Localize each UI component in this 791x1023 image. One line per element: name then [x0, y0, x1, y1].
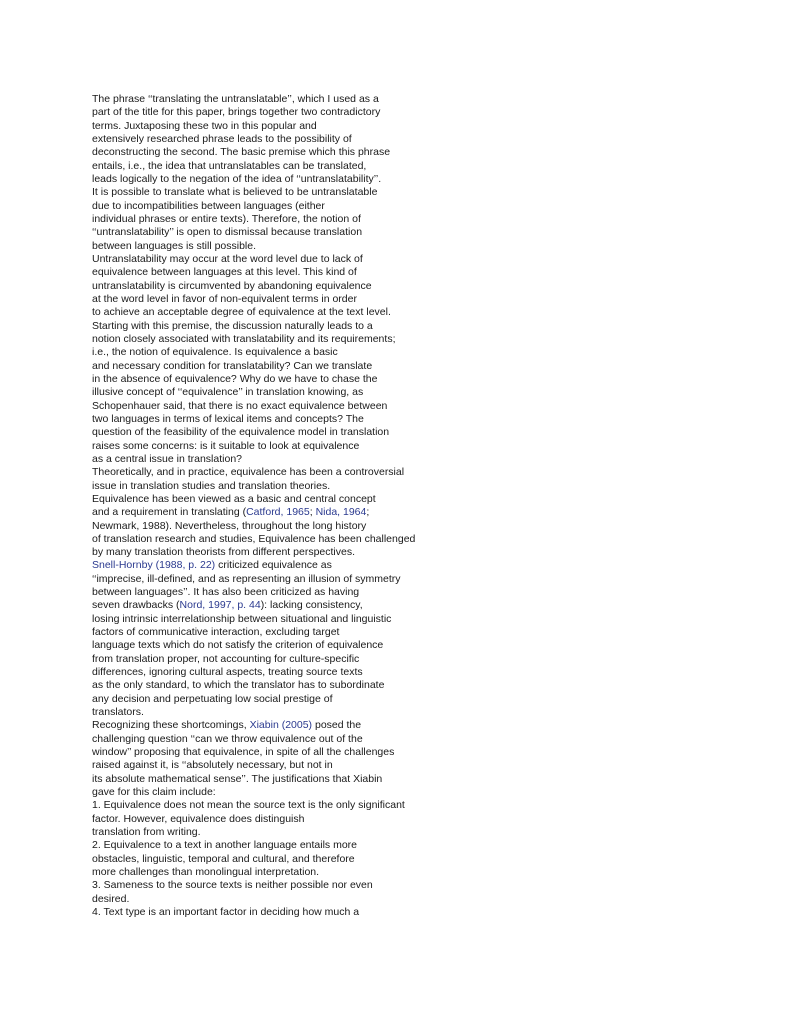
text-segment: between languages is still possible. — [92, 239, 257, 252]
text-line — [92, 706, 782, 719]
text-line — [92, 879, 782, 892]
text-line — [92, 346, 782, 359]
text-segment: Equivalence has been viewed as a basic and central concept — [92, 492, 376, 505]
text-segment: two languages in terms of lexical items and concepts? The — [92, 412, 364, 425]
text-line — [92, 906, 782, 919]
text-segment: desired. — [92, 892, 130, 905]
text-line — [92, 466, 782, 479]
text-line — [92, 106, 782, 119]
text-line — [92, 853, 782, 866]
text-segment: ; — [366, 506, 370, 519]
text-segment: as the only standard, to which the translator has to subordinate — [92, 679, 385, 692]
text-line — [92, 786, 782, 799]
text-line — [92, 626, 782, 639]
citation-link[interactable]: Nord, 1997, p. 44 — [179, 599, 261, 612]
text-line — [92, 573, 782, 586]
text-line — [92, 666, 782, 679]
text-segment: Untranslatability may occur at the word level due to lack of — [92, 252, 363, 265]
text-segment: leads logically to the negation of the idea of ‘‘untranslatability’’. — [92, 172, 382, 185]
text-line — [92, 893, 782, 906]
text-segment: Newmark, 1988). Nevertheless, throughout the long history — [92, 519, 367, 532]
text-segment: individual phrases or entire texts). Therefore, the notion of — [92, 212, 361, 225]
text-line — [92, 133, 782, 146]
text-segment: Starting with this premise, the discussion naturally leads to a — [92, 319, 373, 332]
text-line — [92, 146, 782, 159]
text-segment: deconstructing the second. The basic premise which this phrase — [92, 146, 391, 159]
text-segment: 1. Equivalence does not mean the source text is the only significant — [92, 799, 405, 812]
text-segment: notion closely associated with translatability and its requirements; — [92, 332, 396, 345]
text-segment: to achieve an acceptable degree of equivalence at the text level. — [92, 306, 391, 319]
text-line — [92, 546, 782, 559]
text-line — [92, 653, 782, 666]
text-segment: losing intrinsic interrelationship between situational and linguistic — [92, 612, 392, 625]
text-segment: posed the — [312, 719, 362, 732]
text-line — [92, 719, 782, 732]
text-segment: issue in translation studies and translation theories. — [92, 479, 331, 492]
text-line — [92, 333, 782, 346]
text-segment: of translation research and studies, Equivalence has been challenged — [92, 532, 416, 545]
citation-link[interactable]: Xiabin (2005) — [249, 719, 313, 732]
text-segment: Theoretically, and in practice, equivalence has been a controversial — [92, 466, 405, 479]
text-segment: due to incompatibilities between languages (either — [92, 199, 325, 212]
text-line — [92, 520, 782, 533]
text-segment: The phrase ‘‘translating the untranslatable’’, which I used as a — [92, 93, 379, 105]
text-line — [92, 266, 782, 279]
text-segment: language texts which do not satisfy the criterion of equivalence — [92, 639, 384, 652]
text-segment: It is possible to translate what is believed to be untranslatable — [92, 186, 378, 199]
text-segment: ): lacking consistency, — [260, 599, 363, 612]
text-line — [92, 240, 782, 253]
text-segment: ; — [309, 506, 316, 519]
text-segment: at the word level in favor of non-equivalent terms in order — [92, 292, 357, 305]
text-line — [92, 586, 782, 599]
text-segment: extensively researched phrase leads to the possibility of — [92, 132, 352, 145]
text-line — [92, 506, 782, 519]
text-segment: its absolute mathematical sense’’. The justifications that Xiabin — [92, 772, 383, 785]
text-segment: Recognizing these shortcomings, — [92, 719, 250, 732]
text-line — [92, 93, 782, 106]
text-segment: between languages’’. It has also been criticized as having — [92, 586, 360, 599]
text-segment: as a central issue in translation? — [92, 452, 242, 465]
text-line — [92, 373, 782, 386]
text-segment: differences, ignoring cultural aspects, treating source texts — [92, 666, 363, 679]
text-segment: untranslatability is circumvented by abandoning equivalence — [92, 279, 372, 292]
text-line — [92, 160, 782, 173]
text-segment: 4. Text type is an important factor in deciding how much a — [92, 906, 360, 919]
text-line — [92, 866, 782, 879]
text-segment: obstacles, linguistic, temporal and cultural, and therefore — [92, 852, 355, 865]
text-line — [92, 426, 782, 439]
text-segment: i.e., the notion of equivalence. Is equivalence a basic — [92, 346, 338, 359]
citation-link[interactable]: Nida, 1964 — [315, 506, 367, 519]
text-segment: factor. However, equivalence does distinguish — [92, 812, 305, 825]
text-segment: raises some concerns: is it suitable to look at equivalence — [92, 439, 360, 452]
text-segment: more challenges than monolingual interpretation. — [92, 866, 320, 879]
text-line — [92, 493, 782, 506]
text-line — [92, 773, 782, 786]
text-segment: any decision and perpetuating low social prestige of — [92, 692, 333, 705]
text-line — [92, 213, 782, 226]
text-line — [92, 280, 782, 293]
text-line — [92, 799, 782, 812]
text-line — [92, 599, 782, 612]
text-line — [92, 813, 782, 826]
text-line — [92, 839, 782, 852]
citation-link[interactable]: Catford, 1965 — [246, 506, 310, 519]
text-line — [92, 693, 782, 706]
text-line — [92, 533, 782, 546]
text-segment: entails, i.e., the idea that untranslatables can be translated, — [92, 159, 367, 172]
text-line — [92, 453, 782, 466]
text-segment: ‘‘imprecise, ill-defined, and as representing an illusion of symmetry — [92, 572, 401, 585]
text-segment: translators. — [92, 706, 144, 719]
text-segment: 3. Sameness to the source texts is neither possible nor even — [92, 879, 373, 892]
text-segment: raised against it, is ‘‘absolutely necessary, but not in — [92, 759, 333, 772]
text-segment: equivalence between languages at this level. This kind of — [92, 266, 357, 279]
text-segment: illusive concept of ‘‘equivalence’’ in translation knowing, as — [92, 386, 364, 399]
body-text — [92, 93, 782, 919]
text-line — [92, 639, 782, 652]
text-line — [92, 400, 782, 413]
text-line — [92, 480, 782, 493]
text-line — [92, 293, 782, 306]
text-line — [92, 306, 782, 319]
text-line — [92, 679, 782, 692]
text-segment: 2. Equivalence to a text in another language entails more — [92, 839, 358, 852]
text-segment: factors of communicative interaction, excluding target — [92, 626, 340, 639]
citation-link[interactable]: Snell-Hornby (1988, p. 22) — [92, 559, 216, 572]
text-line — [92, 120, 782, 133]
text-segment: in the absence of equivalence? Why do we have to chase the — [92, 372, 378, 385]
text-line — [92, 386, 782, 399]
text-segment: ‘‘untranslatability’’ is open to dismissal because translation — [92, 226, 363, 239]
text-segment: and necessary condition for translatability? Can we translate — [92, 359, 373, 372]
text-line — [92, 200, 782, 213]
text-segment: Schopenhauer said, that there is no exact equivalence between — [92, 399, 388, 412]
text-line — [92, 173, 782, 186]
text-segment: question of the feasibility of the equivalence model in translation — [92, 426, 390, 439]
text-line — [92, 559, 782, 572]
text-line — [92, 320, 782, 333]
text-line — [92, 746, 782, 759]
text-line — [92, 613, 782, 626]
text-segment: and a requirement in translating ( — [92, 506, 247, 519]
text-segment: challenging question ‘‘can we throw equivalence out of the — [92, 732, 363, 745]
text-line — [92, 186, 782, 199]
text-segment: criticized equivalence as — [215, 559, 332, 572]
text-line — [92, 733, 782, 746]
text-segment: by many translation theorists from different perspectives. — [92, 546, 356, 559]
text-line — [92, 253, 782, 266]
text-segment: gave for this claim include: — [92, 786, 216, 799]
text-line — [92, 360, 782, 373]
text-segment: translation from writing. — [92, 826, 201, 839]
text-line — [92, 440, 782, 453]
text-segment: window’’ proposing that equivalence, in spite of all the challenges — [92, 746, 395, 759]
text-segment: from translation proper, not accounting for culture-specific — [92, 652, 360, 665]
text-segment: part of the title for this paper, brings together two contradictory — [92, 106, 381, 119]
text-line — [92, 226, 782, 239]
text-line — [92, 826, 782, 839]
text-line — [92, 413, 782, 426]
text-line — [92, 759, 782, 772]
text-segment: terms. Juxtaposing these two in this popular and — [92, 119, 317, 132]
text-segment: seven drawbacks ( — [92, 599, 180, 612]
